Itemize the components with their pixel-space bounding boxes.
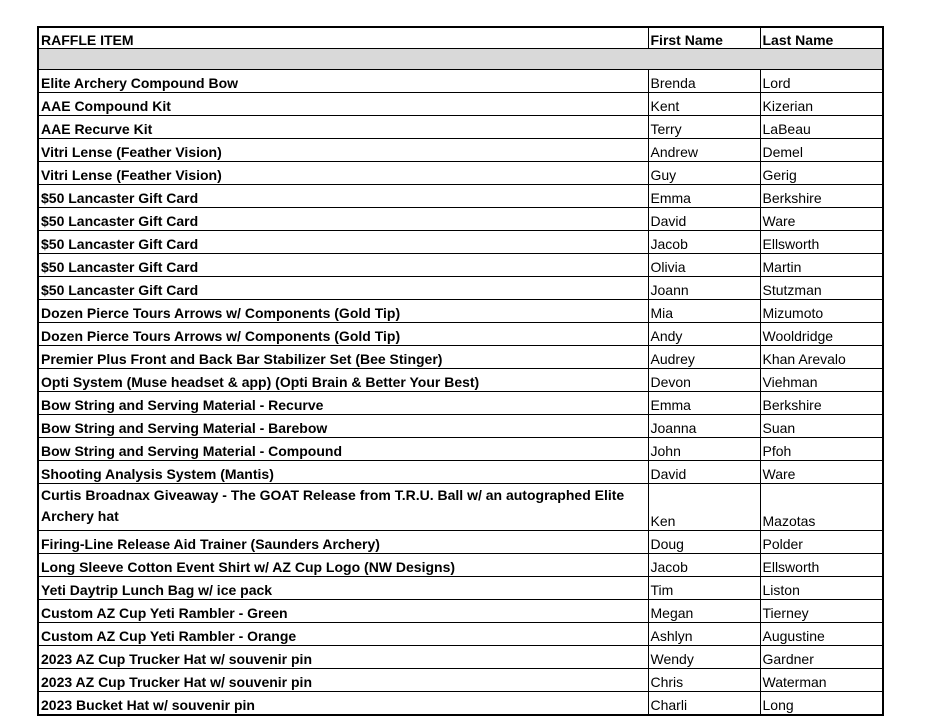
table-row — [38, 415, 883, 438]
last-name-cell: Waterman — [760, 669, 883, 692]
last-name-cell: Wooldridge — [760, 323, 883, 346]
first-name-cell: Olivia — [648, 254, 760, 277]
last-name-cell: Tierney — [760, 600, 883, 623]
table-row — [38, 669, 883, 692]
last-name-cell: Ware — [760, 461, 883, 484]
last-name-cell: Ware — [760, 208, 883, 231]
first-name-cell: Terry — [648, 116, 760, 139]
first-name-cell: Jacob — [648, 231, 760, 254]
last-name-cell: Suan — [760, 415, 883, 438]
last-name-cell: Lord — [760, 70, 883, 93]
table-row — [38, 646, 883, 669]
last-name-cell: Ellsworth — [760, 231, 883, 254]
table-row — [38, 185, 883, 208]
raffle-item-cell: $50 Lancaster Gift Card — [38, 231, 648, 254]
table-row — [38, 208, 883, 231]
first-name-cell: Joanna — [648, 415, 760, 438]
raffle-item-cell: Custom AZ Cup Yeti Rambler - Green — [38, 600, 648, 623]
first-name-cell: Mia — [648, 300, 760, 323]
table-row — [38, 369, 883, 392]
first-name-cell: David — [648, 208, 760, 231]
raffle-item-cell: Dozen Pierce Tours Arrows w/ Components (Gold Tip) — [38, 323, 648, 346]
first-name-cell: Joann — [648, 277, 760, 300]
first-name-cell: Charli — [648, 692, 760, 716]
last-name-cell: Liston — [760, 577, 883, 600]
first-name-cell: John — [648, 438, 760, 461]
first-name-cell: Jacob — [648, 554, 760, 577]
first-name-cell: David — [648, 461, 760, 484]
last-name-cell: Long — [760, 692, 883, 716]
table-row — [38, 277, 883, 300]
last-name-cell: Polder — [760, 531, 883, 554]
raffle-winners-table — [37, 26, 884, 716]
last-name-cell: Gardner — [760, 646, 883, 669]
raffle-item-cell: Shooting Analysis System (Mantis) — [38, 461, 648, 484]
last-name-cell: Khan Arevalo — [760, 346, 883, 369]
last-name-cell: Berkshire — [760, 185, 883, 208]
header-last-name: Last Name — [760, 27, 883, 49]
table-row — [38, 162, 883, 185]
table-row — [38, 300, 883, 323]
first-name-cell: Tim — [648, 577, 760, 600]
first-name-cell: Ken — [648, 484, 760, 531]
first-name-cell: Wendy — [648, 646, 760, 669]
table-row — [38, 346, 883, 369]
header-raffle-item: RAFFLE ITEM — [38, 27, 648, 49]
raffle-item-cell: $50 Lancaster Gift Card — [38, 277, 648, 300]
table-row — [38, 70, 883, 93]
table-row — [38, 531, 883, 554]
raffle-item-cell: 2023 Bucket Hat w/ souvenir pin — [38, 692, 648, 716]
last-name-cell: Viehman — [760, 369, 883, 392]
first-name-cell: Andrew — [648, 139, 760, 162]
first-name-cell: Emma — [648, 185, 760, 208]
last-name-cell: Mizumoto — [760, 300, 883, 323]
first-name-cell: Guy — [648, 162, 760, 185]
raffle-item-cell: AAE Recurve Kit — [38, 116, 648, 139]
raffle-item-cell: Premier Plus Front and Back Bar Stabilizer Set (Bee Stinger) — [38, 346, 648, 369]
last-name-cell: Mazotas — [760, 484, 883, 531]
raffle-item-cell: 2023 AZ Cup Trucker Hat w/ souvenir pin — [38, 646, 648, 669]
raffle-item-cell: Custom AZ Cup Yeti Rambler - Orange — [38, 623, 648, 646]
table-row — [38, 692, 883, 716]
table-row — [38, 623, 883, 646]
table-row — [38, 93, 883, 116]
table-row — [38, 600, 883, 623]
raffle-item-cell: Bow String and Serving Material - Compound — [38, 438, 648, 461]
raffle-item-cell: Vitri Lense (Feather Vision) — [38, 162, 648, 185]
table-row — [38, 139, 883, 162]
raffle-item-cell: Firing-Line Release Aid Trainer (Saunders Archery) — [38, 531, 648, 554]
table-row — [38, 577, 883, 600]
last-name-cell: Augustine — [760, 623, 883, 646]
table-row — [38, 461, 883, 484]
raffle-item-cell: $50 Lancaster Gift Card — [38, 254, 648, 277]
raffle-item-cell: AAE Compound Kit — [38, 93, 648, 116]
raffle-item-cell: $50 Lancaster Gift Card — [38, 208, 648, 231]
raffle-item-cell: Elite Archery Compound Bow — [38, 70, 648, 93]
table-row — [38, 231, 883, 254]
raffle-item-cell: Dozen Pierce Tours Arrows w/ Components (Gold Tip) — [38, 300, 648, 323]
last-name-cell: Kizerian — [760, 93, 883, 116]
last-name-cell: Ellsworth — [760, 554, 883, 577]
table-row — [38, 438, 883, 461]
last-name-cell: Demel — [760, 139, 883, 162]
last-name-cell: Martin — [760, 254, 883, 277]
first-name-cell: Brenda — [648, 70, 760, 93]
table-row — [38, 254, 883, 277]
first-name-cell: Chris — [648, 669, 760, 692]
raffle-item-cell: Opti System (Muse headset & app) (Opti Brain & Better Your Best) — [38, 369, 648, 392]
raffle-item-cell: $50 Lancaster Gift Card — [38, 185, 648, 208]
table-row — [38, 554, 883, 577]
raffle-item-cell: Curtis Broadnax Giveaway - The GOAT Release from T.R.U. Ball w/ an autographed Elite Archery hat — [38, 484, 648, 531]
first-name-cell: Ashlyn — [648, 623, 760, 646]
raffle-item-cell: Yeti Daytrip Lunch Bag w/ ice pack — [38, 577, 648, 600]
table-header-row — [38, 27, 883, 49]
last-name-cell: Berkshire — [760, 392, 883, 415]
header-first-name: First Name — [648, 27, 760, 49]
first-name-cell: Devon — [648, 369, 760, 392]
last-name-cell: LaBeau — [760, 116, 883, 139]
table-row — [38, 392, 883, 415]
raffle-item-cell: Bow String and Serving Material - Barebow — [38, 415, 648, 438]
first-name-cell: Andy — [648, 323, 760, 346]
table-row — [38, 484, 883, 531]
first-name-cell: Emma — [648, 392, 760, 415]
first-name-cell: Megan — [648, 600, 760, 623]
table-row — [38, 116, 883, 139]
table-row — [38, 323, 883, 346]
last-name-cell: Gerig — [760, 162, 883, 185]
raffle-item-cell: 2023 AZ Cup Trucker Hat w/ souvenir pin — [38, 669, 648, 692]
shaded-separator-row — [38, 49, 883, 70]
last-name-cell: Stutzman — [760, 277, 883, 300]
first-name-cell: Doug — [648, 531, 760, 554]
raffle-item-cell: Bow String and Serving Material - Recurve — [38, 392, 648, 415]
first-name-cell: Audrey — [648, 346, 760, 369]
raffle-item-cell: Long Sleeve Cotton Event Shirt w/ AZ Cup Logo (NW Designs) — [38, 554, 648, 577]
raffle-item-cell: Vitri Lense (Feather Vision) — [38, 139, 648, 162]
first-name-cell: Kent — [648, 93, 760, 116]
last-name-cell: Pfoh — [760, 438, 883, 461]
